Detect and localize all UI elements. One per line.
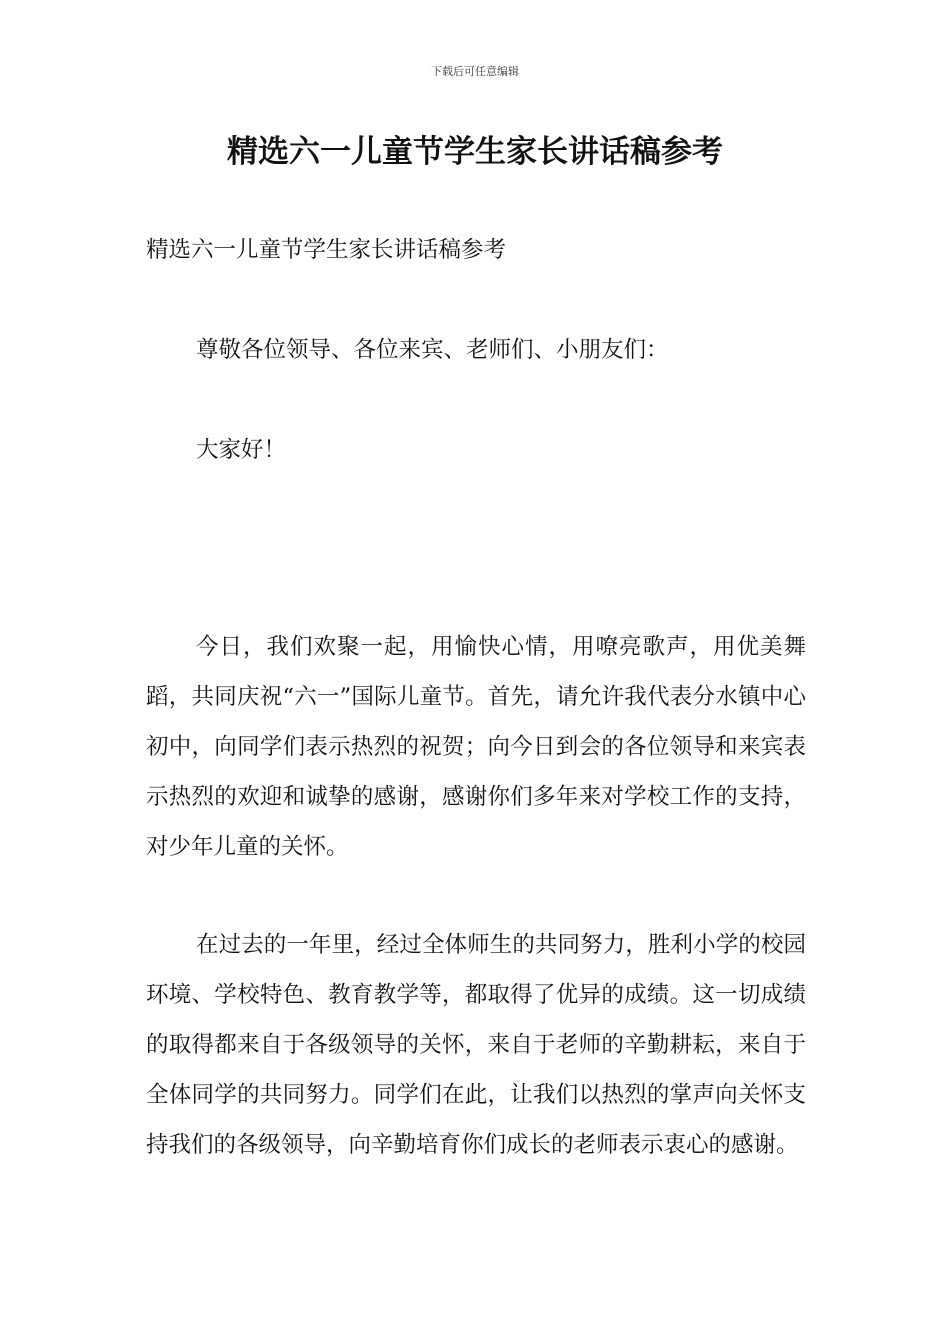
body-paragraph-1: 今日，我们欢聚一起，用愉快心情，用嘹亮歌声，用优美舞蹈，共同庆祝“六一”国际儿童节。首先，请允许我代表分水镇中心初中，向同学们表示热烈的祝贺；向今日到会的各位领导和来宾表示热烈的欢迎和诚挚的感谢，感谢你们多年来对学校工作的支持，对少年儿童的关怀。 — [146, 634, 806, 860]
body-paragraph-2: 在过去的一年里，经过全体师生的共同努力，胜利小学的校园环境、学校特色、教育教学等，都取得了优异的成绩。这一切成绩的取得都来自于各级领导的关怀，来自于老师的辛勤耕耘，来自于全体同学的共同努力。同学们在此，让我们以热烈的掌声向关怀支持我们的各级领导，向辛勤培育你们成长的老师表示衷心的感谢。 — [146, 932, 806, 1158]
document-title: 精选六一儿童节学生家长讲话稿参考 — [227, 134, 723, 170]
salutation-line: 尊敬各位领导、各位来宾、老师们、小朋友们： — [196, 337, 669, 363]
document-subtitle: 精选六一儿童节学生家长讲话稿参考 — [146, 237, 507, 263]
page-header-note: 下载后可任意编辑 — [431, 65, 519, 78]
greeting-line: 大家好！ — [196, 437, 287, 463]
